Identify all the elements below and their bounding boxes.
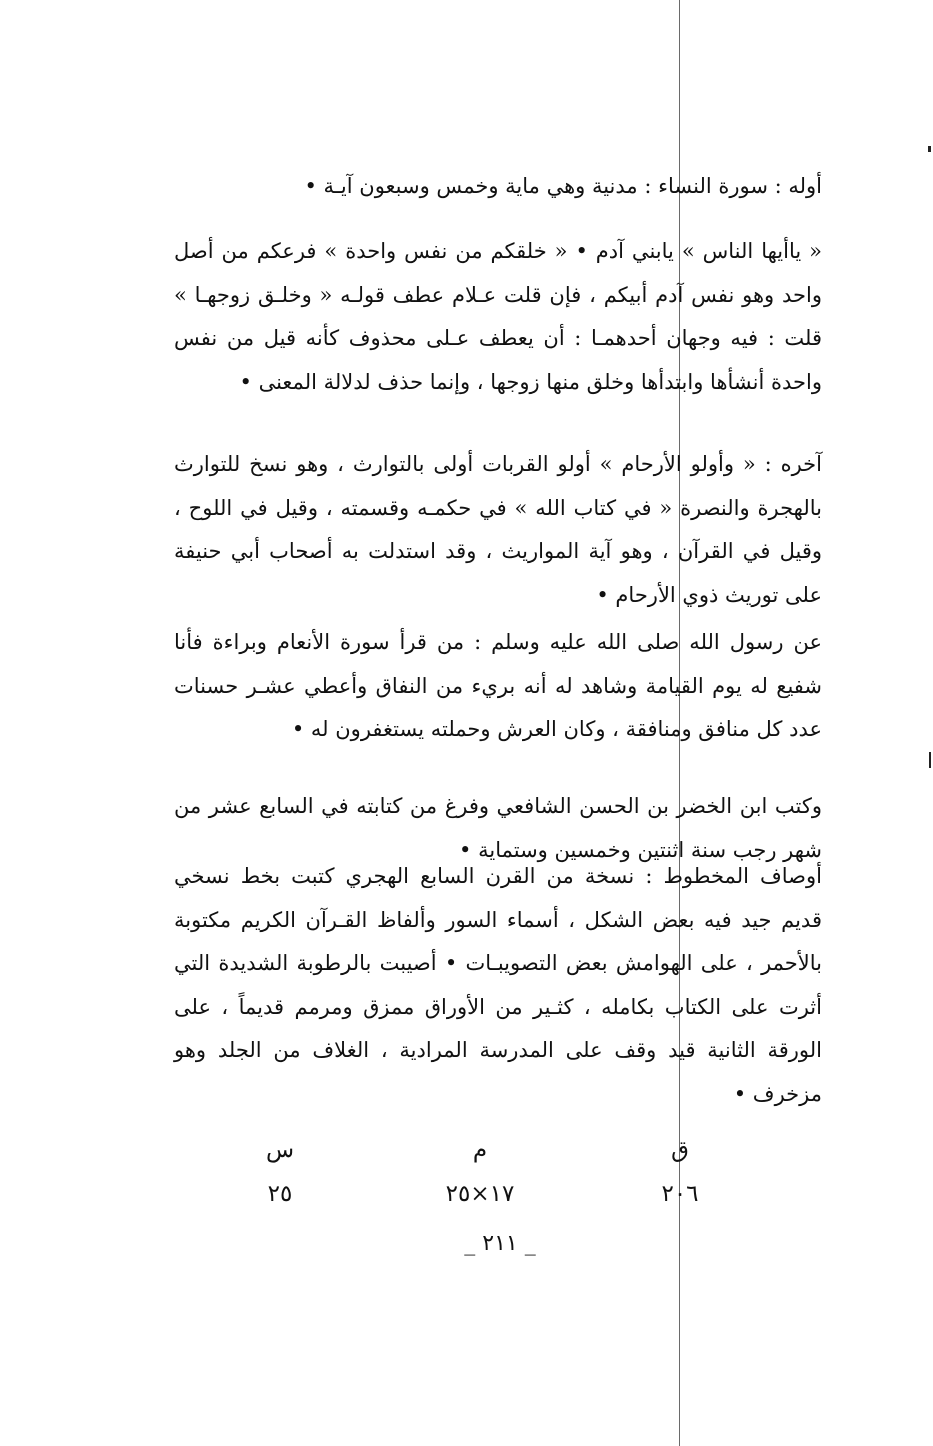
paragraph-text: وكتب ابن الخضر بن الحسن الشافعي وفرغ من كتابته في السابع عشر من شهر رجب سنة اثنتين وخمسين وستماية • — [174, 794, 822, 862]
measurement-label: ق — [671, 1137, 689, 1163]
manuscript-measurements — [240, 1128, 760, 1208]
measurement-size — [400, 1128, 560, 1216]
paragraph-manuscript-description — [174, 855, 822, 1116]
edge-mark — [929, 752, 931, 768]
paragraph-hadith — [174, 621, 822, 752]
paragraph-text: « ياأيها الناس » يابني آدم • « خلقكم من نفس واحدة » فرعكم من أصل واحد وهو نفس آدم أبيكم ، فإن قلت عـلام عطف قولـه « وخلـق زوجهـا » قلت : فيه وجهان أحدهمـا : أن يعطف عـلى محذوف كأنه قيل من نفس واحدة أنشأها وابتدأها وخلق منها زوجها ، وإنما حذف لدلالة المعنى • — [174, 239, 822, 394]
paragraph-ending — [174, 443, 822, 617]
measurement-folios — [600, 1128, 760, 1216]
paragraph-text: عن رسول الله صلى الله عليه وسلم : من قرأ سورة الأنعام وبراءة فأنا شفيع له يوم القيامة وشاهد له أنه بريء من النفاق وأعطي عشـر حسنات عدد كل منافق ومنافقة ، وكان العرش وحملته يستغفرون له • — [174, 630, 822, 741]
edge-mark — [928, 146, 931, 152]
paragraph-text: أوله : سورة النساء : مدنية وهي ماية وخمس وسبعون آيـة • — [304, 174, 822, 198]
paragraph-text: أوصاف المخطوط : نسخة من القرن السابع الهجري كتبت بخط نسخي قديم جيد فيه بعض الشكل ، أسماء السور وألفاظ القـرآن الكريم مكتوبة بالأحمر ، على الهوامش بعض التصويبـات • أصيبت بالرطوبة الشديدة التي أثرت على الكتاب بكامله ، كثـير من الأوراق ممزق ومرمم قديماً ، على الورقة الثانية قيد وقف على المدرسة المرادية ، الغلاف من الجلد وهو مزخرف • — [174, 864, 822, 1106]
measurement-value: ٢٠٦ — [661, 1181, 699, 1207]
page-number: _ ٢١١ _ — [464, 1231, 536, 1256]
paragraph-commentary — [174, 230, 822, 404]
measurement-value: ١٧×٢٥ — [445, 1181, 515, 1207]
measurement-label: م — [472, 1137, 488, 1163]
paragraph-text: آخره : « وأولو الأرحام » أولو القربات أولى بالتوارث ، وهو نسخ للتوارث بالهجرة والنصرة « في كتاب الله » في حكمـه وقسمته ، وقيل في اللوح ، وقيل في القرآن ، وهو آية المواريث ، وقد استدلت به أصحاب أبي حنيفة على توريث ذوي الأرحام • — [174, 452, 822, 607]
measurement-value: ٢٥ — [267, 1181, 293, 1207]
measurement-label: س — [265, 1137, 295, 1163]
paragraph-beginning — [174, 165, 822, 209]
measurement-lines — [200, 1128, 360, 1216]
